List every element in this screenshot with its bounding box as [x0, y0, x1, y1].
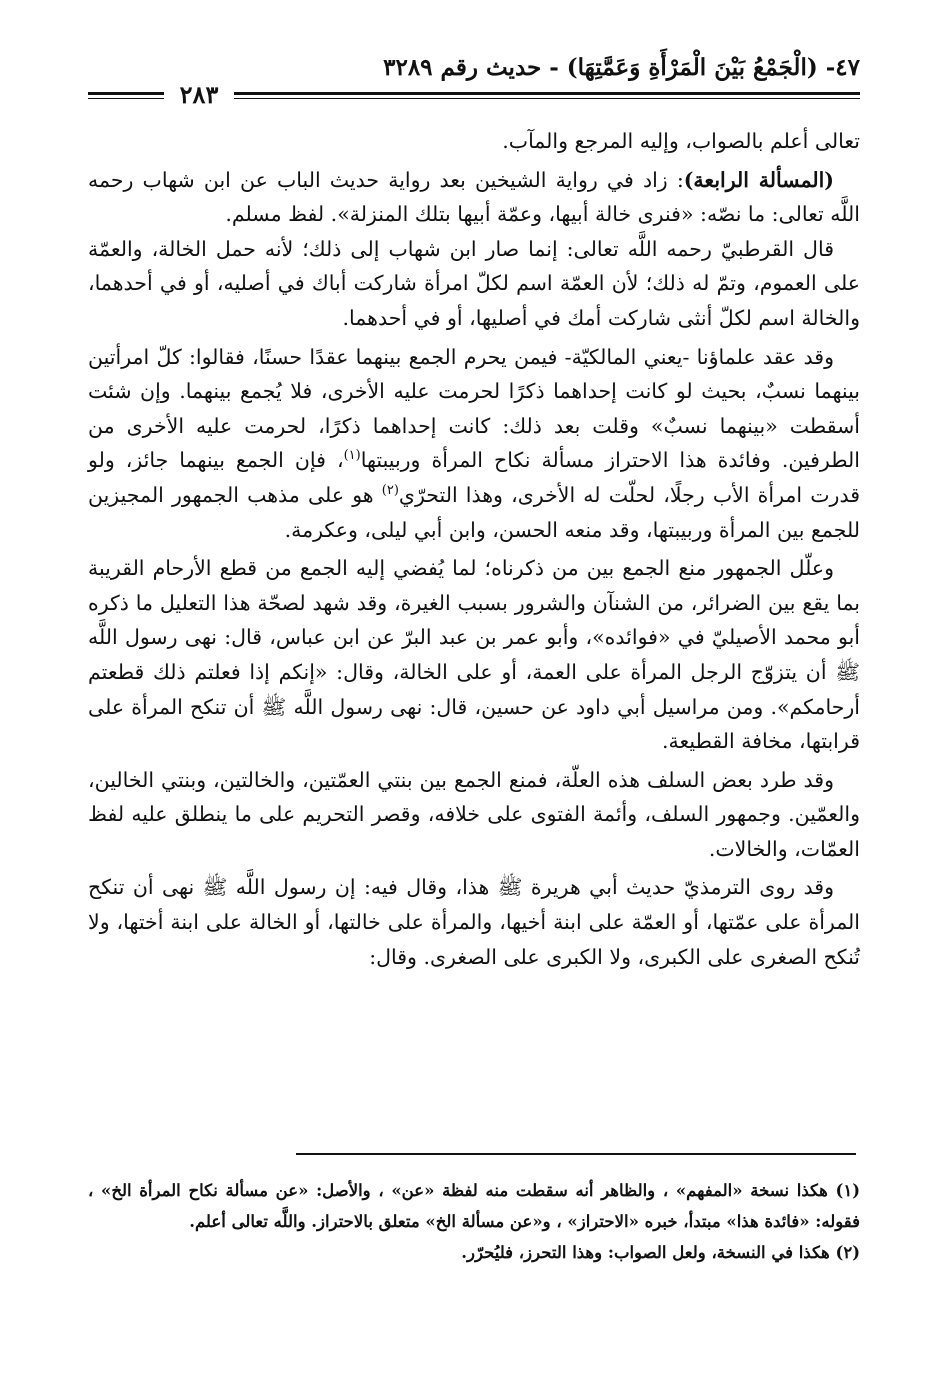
- paragraph: وقد طرد بعض السلف هذه العلّة، فمنع الجمع بين بنتي العمّتين، والخالتين، وبنتي الخالين، والعمّين. وجمهور السلف، وأئمة الفتوى على خلافه، وقصر التحريم على ما ينطلق عليه لفظ العمّات، والخالات.: [88, 767, 860, 861]
- main-text: [88, 124, 860, 974]
- footnote-ref-2[interactable]: (٢): [381, 483, 399, 499]
- paragraph: تعالى أعلم بالصواب، وإليه المرجع والمآب.: [502, 129, 860, 153]
- footnote-2: (٢) هكذا في النسخة، ولعل الصواب: وهذا التحرز، فليُحرّر.: [461, 1243, 860, 1262]
- header-rule-short: [88, 92, 164, 99]
- paragraph: وقد عقد علماؤنا -يعني المالكيّة- فيمن يحرم الجمع بينهما عقدًا حسنًا، فقالوا: كلّ امرأتين بينهما نسبٌ، بحيث لو كانت إحداهما ذكرًا لحرمت عليه الأخرى، فلا يُجمع بينهما. وإن شئت أسقطت «بينهما نسبٌ» وقلت بعد ذلك: كانت إحداهما ذكرًا، لحرمت عليه الأخرى من الطرفين. وفائدة هذا الاحتراز مسألة نكاح المرأة وربيبتها$^{(١)}$، فإن الجمع بينهما جائز، ولو قدرت امرأة الأب رجلًا، لحلّت له الأخرى، وهذا التحرّي$^{(٢)}$ هو على مذهب الجمهور المجيزين للجمع بين المرأة وربيبتها، وقد منعه الحسن، وابن أبي ليلى، وعكرمة.: [88, 344, 861, 542]
- paragraph: وعلّل الجمهور منع الجمع بين من ذكرناه؛ لما يُفضي إليه الجمع من قطع الأرحام القريبة بما يقع بين الضرائر، من الشنآن والشرور بسبب الغيرة، وقد شهد لصحّة هذا التعليل ما ذكره أبو محمد الأصيليّ في «فوائده»، وأبو عمر بن عبد البرّ عن ابن عباس، قال: نهى رسول اللَّه ﷺ أن يتزوّج الرجل المرأة على العمة، أو على الخالة، وقال: «إنكم إذا فعلتم ذلك قطعتم أرحامكم». ومن مراسيل أبي داود عن حسين، قال: نهى رسول اللَّه ﷺ أن تنكح المرأة على قرابتها، مخافة القطيعة.: [88, 556, 860, 754]
- header-rule-long: [234, 92, 860, 99]
- paragraph: (المسألة الرابعة): زاد في رواية الشيخين بعد رواية حديث الباب عن ابن شهاب رحمه اللَّه تعالى: ما نصّه: «فنرى خالة أبيها، وعمّة أبيها بتلك المنزلة». لفظ مسلم.: [88, 167, 860, 227]
- paragraph: وقد روى الترمذيّ حديث أبي هريرة ﷺ هذا، وقال فيه: إن رسول اللَّه ﷺ نهى أن تنكح المرأة على عمّتها، أو العمّة على ابنة أخيها، والمرأة على خالتها، أو الخالة على ابنة أختها، ولا تُنكح الصغرى على الكبرى، ولا الكبرى على الصغرى. وقال:: [88, 875, 860, 969]
- footnote-1: (١) هكذا نسخة «المفهم» ، والظاهر أنه سقطت منه لفظة «عن» ، والأصل: «عن مسألة نكاح المرأة الخ» ، فقوله: «فائدة هذا» مبتدأ، خبره «الاحتراز» ، و«عن مسألة الخ» متعلق بالاحتراز. واللَّه تعالى أعلم.: [88, 1181, 860, 1231]
- running-header: [88, 52, 860, 82]
- paragraph: قال القرطبيّ رحمه اللَّه تعالى: إنما صار ابن شهاب إلى ذلك؛ لأنه حمل الخالة، والعمّة على العموم، وتمّ له ذلك؛ لأن العمّة اسم لكلّ امرأة شاركت أباك في أصليه، أو في أحدهما، والخالة اسم لكلّ أنثى شاركت أمك في أصليها، أو في أحدهما.: [88, 236, 860, 330]
- chapter-title: ٤٧- (الْجَمْعُ بَيْنَ الْمَرْأَةِ وَعَمَّتِهَا) - حديث رقم ٣٢٨٩: [383, 53, 860, 81]
- issue-heading: (المسألة الرابعة): [683, 167, 834, 192]
- footnotes: [88, 1175, 860, 1268]
- footnote-ref-1[interactable]: (١): [343, 448, 361, 464]
- footnote-separator: [296, 1153, 856, 1155]
- page-number: ٢٨٣: [179, 80, 219, 109]
- header-rule: [88, 80, 860, 110]
